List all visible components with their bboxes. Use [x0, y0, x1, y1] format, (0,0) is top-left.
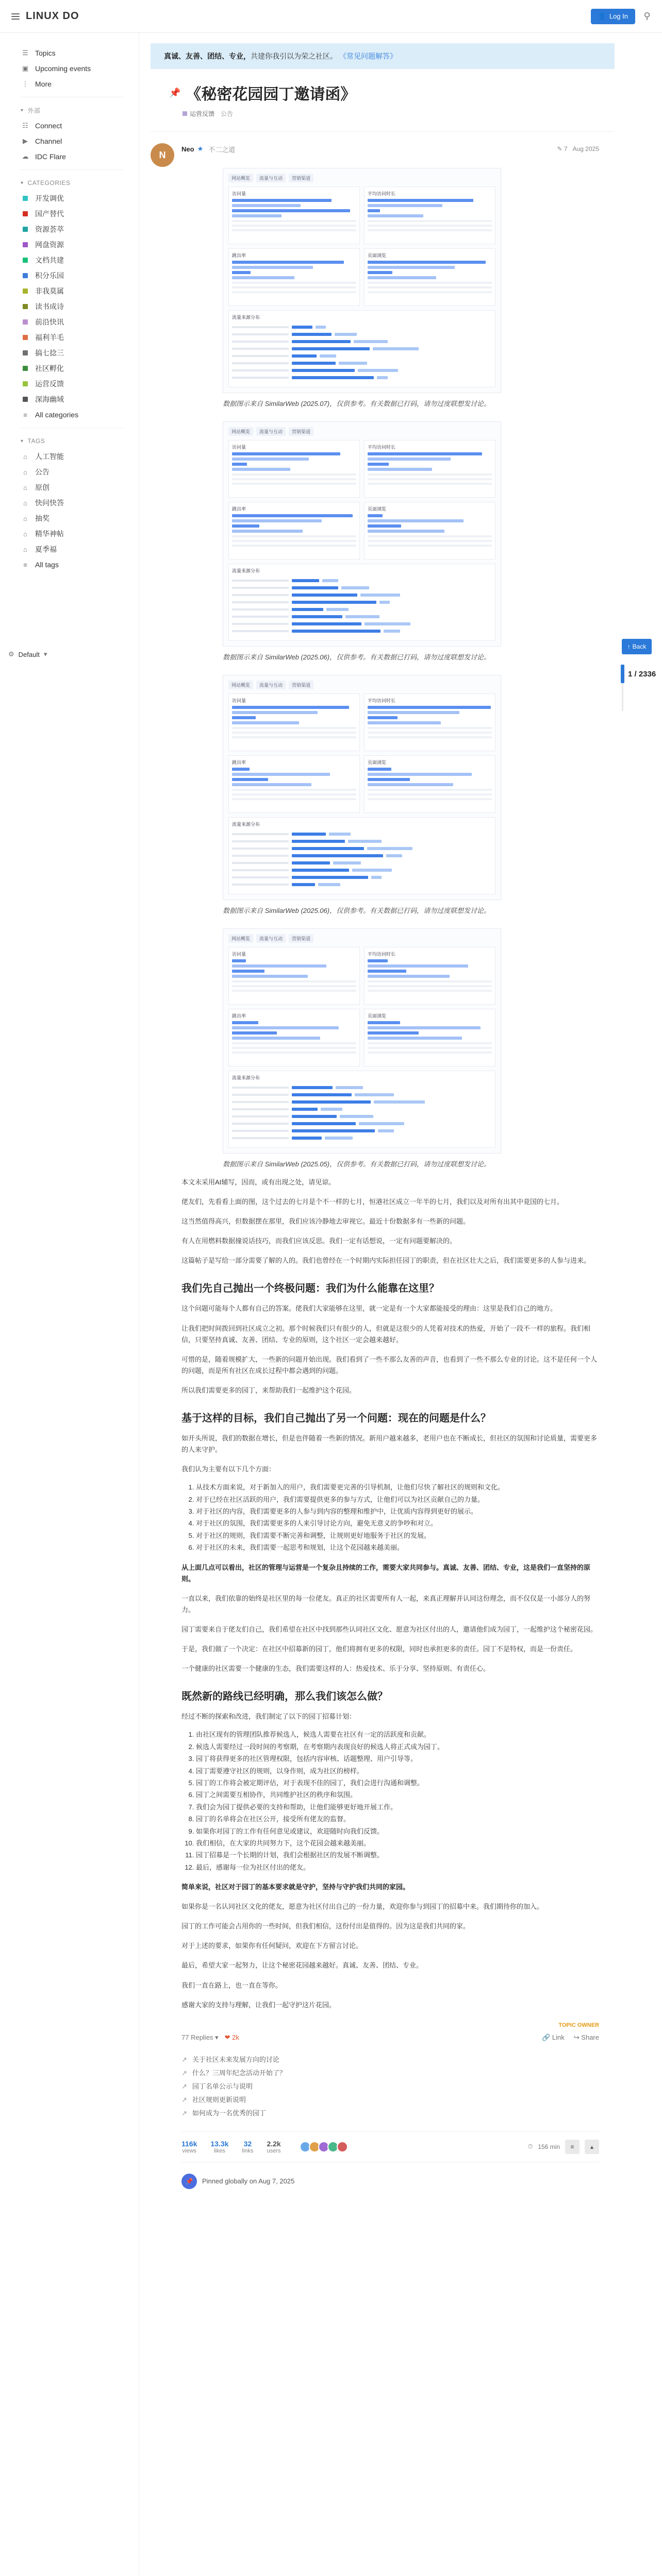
tag-icon: ⌂ — [23, 514, 27, 522]
sidebar-item-tag[interactable] — [21, 526, 139, 541]
sidebar-item-all-categories[interactable]: ≡ All categories — [21, 407, 139, 422]
screenshot-tab: 网站概览 — [228, 681, 253, 689]
category-label: 文档共建 — [35, 256, 64, 264]
screenshot-tab: 营销渠道 — [289, 681, 313, 689]
panel-title: 页面浏览 — [368, 253, 387, 258]
paragraph-bold: 简单来说，社区对于园丁的基本要求就是守护，坚持与守护我们共同的家园。 — [181, 1883, 410, 1891]
screenshot-tab: 网站概览 — [228, 934, 253, 943]
flair-icon: ★ — [197, 145, 204, 152]
announcement-banner: 真诚、友善、团结、专业， 共建你我引以为荣之社区。 《常见问题解答》 — [151, 43, 615, 69]
category-color-swatch — [23, 211, 28, 216]
post-actions — [181, 2033, 599, 2042]
screenshot-table — [228, 817, 495, 894]
pinned-notice: 📌 Pinned globally on Aug 7, 2025 — [181, 2174, 599, 2189]
connect-icon: ☷ — [22, 122, 28, 129]
screenshot-panel — [228, 755, 360, 813]
paragraph: 我们认为主要有以下几个方面： — [181, 1465, 276, 1473]
related-link[interactable] — [181, 2053, 599, 2066]
paragraph: 这篇帖子是写给一部分需要了解的人的。我们也曾经在一个时期内实际担任园丁的职责，但在社区壮大之后，我们需要更多的人参与进来。 — [181, 1257, 591, 1265]
list-item: 5. 对于社区的规则，我们需要不断完善和调整，让规则更好地服务于社区的发展。 — [196, 1530, 589, 1541]
category-color-swatch — [23, 304, 28, 309]
sidebar-item-topics[interactable]: ☰ Topics — [21, 45, 139, 61]
sidebar-item-category[interactable] — [21, 252, 139, 268]
clock-icon: ⏱ — [527, 2143, 533, 2150]
category-label: 非我莫属 — [35, 287, 64, 295]
sidebar-item-tag[interactable] — [21, 480, 139, 495]
embedded-screenshot[interactable] — [223, 675, 501, 900]
screenshot-tab: 流量与互动 — [256, 934, 286, 943]
screenshot-tab: 营销渠道 — [289, 934, 313, 943]
sidebar-item-idc[interactable]: ☁ IDC Flare — [21, 149, 139, 164]
category-label: 运营反馈 — [35, 380, 64, 388]
site-header — [0, 0, 662, 33]
screenshot-panel — [228, 502, 360, 560]
sidebar-section-categories[interactable]: ▾ CATEGORIES — [21, 179, 71, 187]
list-item: 1. 从技术方面来说，对于新加入的用户，我们需要更完善的引导机制，让他们尽快了解社区的规则和文化。 — [196, 1481, 589, 1493]
tag-icon: ⌂ — [23, 530, 27, 538]
embedded-screenshot[interactable] — [223, 168, 501, 393]
stat-number: 13.3k — [210, 2139, 229, 2148]
topic-title: 《秘密花园园丁邀请函》 — [186, 86, 356, 103]
tag-label: 人工智能 — [35, 452, 64, 461]
sidebar-item-category[interactable] — [21, 237, 139, 252]
heading-3: 既然新的路线已经明确，那么我们该怎么做？ — [181, 1691, 388, 1703]
sidebar-item-tag[interactable] — [21, 449, 139, 464]
list-icon: ≡ — [23, 561, 27, 569]
tag-label: 夏季福 — [35, 545, 57, 553]
category-label: 开发调优 — [35, 194, 64, 202]
sidebar-item-more[interactable]: ⋮ More — [21, 76, 139, 92]
heading-2: 基于这样的目标，我们自己抛出了另一个问题：现在的问题是什么？ — [181, 1413, 491, 1425]
screenshot-panel — [228, 1009, 360, 1066]
list-item: 9. 如果你对园丁的工作有任何意见或建议，欢迎随时向我们反馈。 — [196, 1825, 589, 1837]
tag-label: 公告 — [35, 468, 49, 476]
topics-icon: ☰ — [22, 49, 28, 57]
sidebar — [0, 33, 139, 2576]
table-title: 流量来源分布 — [232, 822, 260, 827]
link-icon: ↗ — [181, 2095, 187, 2104]
category-color-swatch — [23, 381, 28, 386]
read-time: 156 min — [538, 2143, 560, 2150]
category-badge[interactable]: 运营反馈 — [183, 109, 214, 118]
related-link-text: 社区规则更新说明 — [192, 2095, 246, 2104]
sidebar-item-all-tags[interactable]: ≡ All tags — [21, 557, 139, 572]
paragraph: 园丁需要来自于佬友们自己，我们希望在社区中找到那些认同社区文化、愿意为社区付出的人，邀请他们成为园丁，一起维护这个秘密花园。 — [181, 1625, 598, 1634]
summarize-button[interactable]: ≡ — [565, 2140, 580, 2154]
sidebar-item-category[interactable] — [21, 191, 139, 206]
sidebar-item-category[interactable] — [21, 314, 139, 330]
screenshot-panel — [228, 187, 360, 244]
heart-icon: ❤ — [224, 2033, 230, 2041]
paragraph: 这当然值得高兴，但数据摆在那里，我们应该冷静地去审视它。最近十份数据多有一些新的问题。 — [181, 1217, 470, 1226]
site-logo[interactable]: LINUX DO — [26, 10, 79, 22]
category-color-swatch — [23, 196, 28, 201]
paragraph: 我们一直在路上，也一直在等你。 — [181, 1981, 283, 1989]
screenshot-tab: 流量与互动 — [256, 427, 286, 436]
list-item: 6. 对于社区的未来，我们需要一起思考和规划，让这个花园越来越美丽。 — [196, 1541, 589, 1553]
screenshot-panel — [364, 755, 495, 813]
category-label: 网盘资源 — [35, 241, 64, 249]
stat-item — [181, 2140, 197, 2154]
link-button[interactable]: 🔗 Link — [542, 2033, 565, 2041]
embedded-screenshot[interactable] — [223, 421, 501, 647]
topic-timeline — [622, 639, 658, 1051]
first-post — [151, 131, 615, 2189]
link-icon: ↗ — [181, 2082, 187, 2090]
screenshot-panel — [364, 947, 495, 1005]
panel-title: 平均访问时长 — [368, 952, 396, 957]
panel-title: 跳出率 — [232, 1013, 246, 1019]
category-label: 国产替代 — [35, 210, 64, 218]
category-color-swatch — [23, 397, 28, 402]
chevron-down-icon: ▾ — [21, 107, 24, 113]
numbered-list — [181, 1728, 589, 1873]
paragraph: 如果你是一名认同社区文化的佬友，愿意为社区付出自己的一份力量，欢迎你参与到园丁的招募中来。我们期待你的加入。 — [181, 1903, 544, 1911]
screenshot-tab: 网站概览 — [228, 427, 253, 436]
panel-title: 页面浏览 — [368, 506, 387, 512]
stat-label: views — [182, 2147, 196, 2154]
edit-history[interactable]: ✎ 7 — [557, 145, 568, 152]
screenshot-panel — [228, 693, 360, 751]
category-label: 深海幽域 — [35, 395, 64, 403]
list-item: 10. 我们相信，在大家的共同努力下，这个花园会越来越美丽。 — [196, 1837, 589, 1849]
tag-label: 快问快答 — [35, 499, 64, 507]
paragraph: 所以我们需要更多的园丁，来帮助我们一起维护这个花园。 — [181, 1386, 356, 1394]
paragraph: 有人在用燃料数据撞说话技巧，而我们应该反思。我们一定有话想说，一定有问题要解决的。 — [181, 1237, 457, 1245]
panel-title: 访问量 — [232, 445, 246, 450]
screenshot-caption: 数据图示来自 SimilarWeb (2025.06)，仅供参考。有关数据已打码，请勿过度联想发讨论。 — [223, 653, 491, 661]
paragraph: 本文未采用AI辅写，因而，或有出现之处，请见谅。 — [181, 1178, 336, 1186]
paragraph: 让我们把时间拨回到社区成立之初。那个时候我们只有很少的人，但就是这很少的人凭着对技术的热爱，开始了一段不一样的旅程。我们相信，只要坚持真诚、友善、团结、专业的原则，这个社区一定会越来越好。 — [181, 1324, 591, 1344]
sidebar-item-tag[interactable] — [21, 511, 139, 526]
paragraph: 一个健康的社区需要一个健康的生态，我们需要这样的人：热爱技术、乐于分享、坚持原则、有责任心。 — [181, 1665, 490, 1673]
main-content — [151, 33, 615, 2189]
panel-title: 平均访问时长 — [368, 698, 396, 703]
category-label: 读书成诗 — [35, 302, 64, 311]
category-label: 福利羊毛 — [35, 333, 64, 342]
list-item: 4. 园丁需要遵守社区的规则，以身作则，成为社区的榜样。 — [196, 1765, 589, 1777]
screenshot-caption: 数据图示来自 SimilarWeb (2025.05)，仅供参考。有关数据已打码，请勿过度联想发讨论。 — [223, 1160, 491, 1168]
channel-icon: ▶ — [23, 137, 28, 145]
sidebar-item-category[interactable] — [21, 376, 139, 392]
related-link[interactable] — [181, 2107, 599, 2120]
related-link-text: 关于社区未来发展方向的讨论 — [192, 2055, 279, 2063]
sidebar-item-tag[interactable] — [21, 541, 139, 557]
screenshot-tab: 营销渠道 — [289, 174, 313, 182]
screenshot-panel — [364, 248, 495, 306]
screenshot-caption: 数据图示来自 SimilarWeb (2025.07)，仅供参考。有关数据已打码，请勿过度联想发讨论。 — [223, 400, 491, 408]
avatar[interactable]: N — [151, 143, 174, 167]
stat-number: 116k — [181, 2139, 197, 2148]
sidebar-item-category[interactable] — [21, 222, 139, 237]
sidebar-item-category[interactable] — [21, 299, 139, 314]
sliders-icon: ⚙ — [8, 650, 14, 658]
category-color-swatch — [23, 335, 28, 340]
more-icon: ⋮ — [22, 80, 29, 88]
category-color-swatch — [23, 289, 28, 294]
chevron-down-icon: ▾ — [21, 438, 24, 444]
sidebar-section-external[interactable]: ▾ 外部 — [21, 107, 41, 114]
like-button[interactable]: ❤ 2k — [224, 2033, 239, 2041]
screenshot-panel — [364, 1009, 495, 1066]
related-link-text: 什么？三周年纪念活动开始了？ — [192, 2069, 286, 2077]
category-label: 资源荟萃 — [35, 225, 64, 233]
category-color-swatch — [23, 242, 28, 247]
screenshot-tab: 营销渠道 — [289, 427, 313, 436]
screenshot-tab: 网站概览 — [228, 174, 253, 182]
paragraph: 一直以来，我们依靠的始终是社区里的每一位佬友。真正的社区需要所有人一起，来真正理解并认同这份理念，而不仅仅是一小部分人的努力。 — [181, 1594, 591, 1614]
list-item: 3. 园丁将获得更多的社区管理权限，包括内容审核、话题整理、用户引导等。 — [196, 1753, 589, 1765]
screenshot-panel — [364, 502, 495, 560]
tag-icon: ⌂ — [23, 452, 27, 461]
back-button[interactable]: ↑ Back — [622, 639, 652, 654]
screenshot-table — [228, 310, 495, 387]
numbered-list — [181, 1481, 589, 1553]
idc-icon: ☁ — [22, 152, 29, 160]
list-item: 8. 园丁的名单将会在社区公开，接受所有佬友的监督。 — [196, 1813, 589, 1825]
screenshot-panel — [228, 440, 360, 498]
screenshot-table — [228, 564, 495, 641]
related-links — [181, 2053, 599, 2120]
search-icon[interactable]: ⚲ — [643, 11, 651, 21]
tag-icon: ⌂ — [23, 499, 27, 507]
collapse-button[interactable]: ▴ — [585, 2140, 599, 2154]
heading-1: 我们先自己抛出一个终极问题：我们为什么能靠在这里？ — [181, 1283, 439, 1295]
panel-title: 跳出率 — [232, 506, 246, 512]
post-author-name[interactable]: Neo — [181, 145, 194, 153]
panel-title: 跳出率 — [232, 253, 246, 258]
category-color-swatch — [23, 227, 28, 232]
tag-label: 抽奖 — [35, 514, 49, 522]
screenshot-caption: 数据图示来自 SimilarWeb (2025.06)，仅供参考。有关数据已打码，请勿过度联想发讨论。 — [223, 907, 491, 914]
category-label: 前沿快讯 — [35, 318, 64, 326]
pencil-icon: ✎ — [557, 145, 562, 152]
post-counter: 1 / 2336 — [628, 670, 656, 679]
panel-title: 页面浏览 — [368, 1013, 387, 1019]
sidebar-item-tag[interactable] — [21, 464, 139, 480]
category-label: 社区孵化 — [35, 364, 64, 372]
calendar-icon: ▣ — [22, 64, 29, 72]
related-link[interactable] — [181, 2066, 599, 2080]
paragraph: 于是，我们做了一个决定：在社区中招募新的园丁，他们将拥有更多的权限，同时也承担更多的责任。园丁不是特权，而是一份责任。 — [181, 1645, 577, 1653]
sidebar-section-tags[interactable]: ▾ TAGS — [21, 437, 45, 445]
list-item: 6. 园丁之间需要互相协作，共同维护社区的秩序和氛围。 — [196, 1789, 589, 1801]
category-color-swatch — [23, 273, 28, 278]
screenshot-panel — [364, 187, 495, 244]
stat-item — [210, 2140, 228, 2154]
panel-title: 页面浏览 — [368, 760, 387, 765]
screenshot-tab: 流量与互动 — [256, 681, 286, 689]
table-title: 流量来源分布 — [232, 1075, 260, 1080]
paragraph: 感谢大家的支持与理解，让我们一起守护这片花园。 — [181, 2001, 336, 2009]
default-selector[interactable]: ⚙ Default ▾ — [8, 650, 47, 658]
pin-icon: 📌 — [169, 87, 181, 98]
paragraph: 园丁的工作可能会占用你的一些时间，但我们相信，这份付出是值得的。因为这是我们共同的家。 — [181, 1922, 470, 1930]
list-item: 11. 园丁招募是一个长期的计划，我们会根据社区的发展不断调整。 — [196, 1849, 589, 1861]
topic-owner-badge: TOPIC OWNER — [558, 2022, 599, 2028]
paragraph: 经过不断的探索和改进，我们制定了以下的园丁招募计划： — [181, 1713, 356, 1721]
paragraph: 最后，希望大家一起努力，让这个秘密花园越来越好。真诚、友善、团结、专业。 — [181, 1961, 423, 1970]
screenshot-panel — [228, 248, 360, 306]
faq-link[interactable]: 《常见问题解答》 — [339, 52, 397, 60]
post-author-username[interactable]: 不二之道 — [208, 145, 236, 154]
related-link-text: 如何成为一名优秀的园丁 — [192, 2109, 266, 2117]
post-date[interactable]: Aug 2025 — [572, 145, 599, 152]
list-item: 1. 由社区现有的管理团队推荐候选人，候选人需要在社区有一定的活跃度和贡献。 — [196, 1728, 589, 1740]
topic-stats — [181, 2131, 599, 2162]
list-item: 2. 候选人需要经过一段时间的考察期，在考察期内表现良好的候选人将正式成为园丁。 — [196, 1741, 589, 1753]
category-color-swatch — [23, 258, 28, 263]
sidebar-item-category[interactable] — [21, 392, 139, 407]
stat-item — [242, 2140, 253, 2154]
sidebar-item-category[interactable] — [21, 361, 139, 376]
stat-item — [267, 2140, 280, 2154]
category-label: 积分乐园 — [35, 272, 64, 280]
tag-icon: ⌂ — [23, 545, 27, 553]
list-item: 2. 对于已经在社区活跃的用户，我们需要提供更多的参与方式，让他们可以为社区贡献自己的力量。 — [196, 1494, 589, 1505]
tag-label: 原创 — [35, 483, 49, 492]
table-title: 流量来源分布 — [232, 568, 260, 573]
list-item: 3. 对于社区的内容，我们需要更多的人参与到内容的整理和维护中，让优质内容得到更好的展示。 — [196, 1505, 589, 1517]
paragraph: 佬友们，先看看上面的图，这个过去的七月是个不一样的七月，恒港社区成立一年半的七月，我们以及对所有出其中竟国的七月。 — [181, 1198, 564, 1206]
list-icon: ≡ — [23, 411, 27, 419]
list-item: 5. 园丁的工作将会被定期评估，对于表现不佳的园丁，我们会进行沟通和调整。 — [196, 1777, 589, 1789]
related-link-text: 园丁名单公示与说明 — [192, 2082, 253, 2090]
stat-label: users — [267, 2147, 281, 2154]
stat-number: 32 — [243, 2139, 252, 2148]
tag-icon: ⌂ — [23, 468, 27, 476]
link-icon: ↗ — [181, 2069, 187, 2077]
sidebar-item-category[interactable] — [21, 268, 139, 283]
category-label: 搞七捻三 — [35, 349, 64, 357]
list-item: 7. 我们会为园丁提供必要的支持和帮助，让他们能够更好地开展工作。 — [196, 1801, 589, 1813]
category-color-swatch — [23, 366, 28, 371]
table-title: 流量来源分布 — [232, 315, 260, 320]
hamburger-menu-icon[interactable] — [11, 13, 20, 20]
stat-label: links — [242, 2147, 254, 2154]
small-avatar: 📌 — [181, 2174, 197, 2189]
screenshot-tab: 流量与互动 — [256, 174, 286, 182]
screenshot-table — [228, 1071, 495, 1148]
sidebar-item-category[interactable] — [21, 330, 139, 345]
sidebar-item-tag[interactable] — [21, 495, 139, 511]
panel-title: 平均访问时长 — [368, 445, 396, 450]
tag-label: 精华神帖 — [35, 530, 64, 538]
related-link[interactable] — [181, 2093, 599, 2107]
embedded-screenshot[interactable] — [223, 928, 501, 1154]
related-link[interactable] — [181, 2080, 599, 2093]
paragraph-bold: 从上面几点可以看出，社区的管理与运营是一个复杂且持续的工作，需要大家共同参与。真诚、友善、团结、专业，这是我们一直坚持的原则。 — [181, 1563, 591, 1583]
link-icon: ↗ — [181, 2055, 187, 2063]
paragraph: 对于上述的要求，如果你有任何疑问，欢迎在下方留言讨论。 — [181, 1942, 363, 1950]
tag-icon: ⌂ — [23, 483, 27, 492]
stat-label: likes — [213, 2147, 225, 2154]
screenshot-panel — [364, 693, 495, 751]
category-color-swatch — [23, 350, 28, 355]
share-button[interactable]: ↪ Share — [573, 2033, 599, 2041]
panel-title: 访问量 — [232, 698, 246, 703]
stat-number: 2.2k — [267, 2139, 281, 2148]
login-button[interactable]: 👤 Log In — [591, 9, 635, 24]
participant-avatars[interactable] — [300, 2141, 346, 2153]
list-item: 4. 对于社区的氛围，我们需要更多的人来引导讨论方向，避免无意义的争吵和对立。 — [196, 1517, 589, 1529]
chevron-down-icon: ▾ — [43, 650, 47, 658]
sidebar-item-channel[interactable]: ▶ Channel — [21, 133, 139, 149]
chevron-down-icon: ▾ — [21, 180, 24, 186]
panel-title: 访问量 — [232, 952, 246, 957]
paragraph: 可惜的是，随着规模扩大，一些新的问题开始出现。我们看到了一些不那么友善的声音，也看到了一些不那么专业的讨论。这不是任何一个人的问题，而是所有社区在成长过程中都会遇到的问题。 — [181, 1355, 598, 1375]
paragraph: 这个问题可能每个人都有自己的答案。佬我们大家能够在这里，就一定是有一个大家都能接受的理由：这里是我们自己的地方。 — [181, 1304, 557, 1313]
replies-toggle[interactable]: 77 Replies ▾ — [181, 2033, 219, 2041]
list-item: 12. 最后，感谢每一位为社区付出的佬友。 — [196, 1861, 589, 1873]
paragraph: 如开头所说，我们的数据在增长，但是也伴随着一些新的情况。新用户越来越多，老用户也在不断成长，但社区的氛围和讨论质量，需要更多的人来守护。 — [181, 1434, 598, 1454]
panel-title: 跳出率 — [232, 760, 246, 765]
sidebar-item-category[interactable] — [21, 345, 139, 361]
topic-tag[interactable]: 公告 — [221, 110, 234, 117]
person-icon: 👤 — [598, 12, 606, 20]
category-color-swatch — [23, 319, 28, 325]
sidebar-item-connect[interactable]: ☷ Connect — [21, 118, 139, 133]
sidebar-item-category[interactable] — [21, 283, 139, 299]
screenshot-panel — [228, 947, 360, 1005]
screenshot-panel — [364, 440, 495, 498]
sidebar-item-events[interactable]: ▣ Upcoming events — [21, 61, 139, 76]
panel-title: 平均访问时长 — [368, 191, 396, 196]
sidebar-item-category[interactable] — [21, 206, 139, 222]
panel-title: 访问量 — [232, 191, 246, 196]
link-icon: ↗ — [181, 2109, 187, 2117]
timeline-scroller[interactable] — [621, 665, 624, 683]
